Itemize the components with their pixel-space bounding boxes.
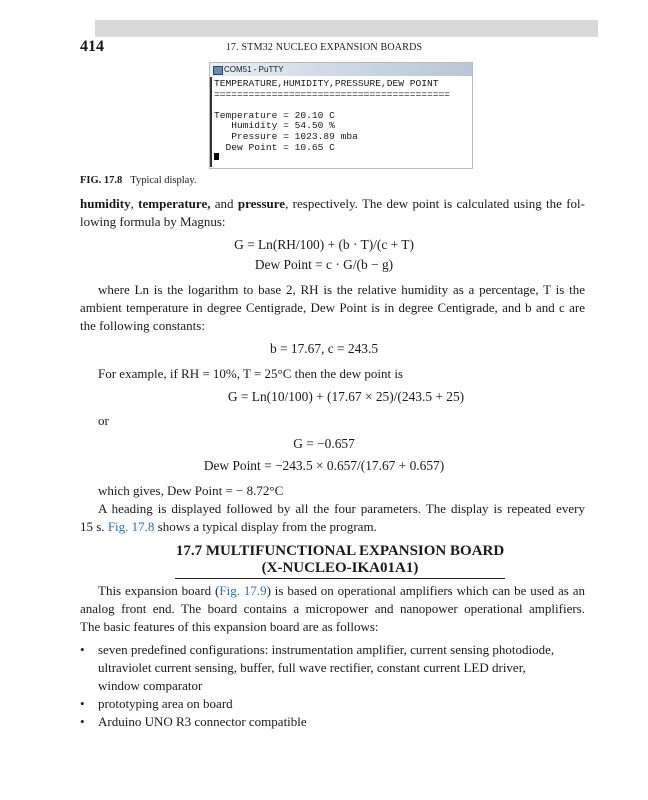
bold-term: pressure — [237, 196, 286, 211]
equation: b = 17.67, c = 243.5 — [269, 341, 379, 356]
text: 15 s. — [80, 519, 108, 534]
paragraph-line — [80, 195, 585, 213]
page-number: 414 — [80, 38, 104, 55]
bullet-icon: • — [80, 696, 85, 711]
putty-icon — [213, 66, 223, 75]
terminal-line: Humidity = 54.50 % — [214, 120, 335, 132]
bullet-text: window comparator — [98, 678, 203, 693]
terminal-line: Pressure = 1023.89 mba — [214, 130, 358, 142]
caption-text: Typical display. — [130, 175, 197, 186]
paragraph-line — [80, 518, 585, 536]
figure-link[interactable]: Fig. 17.8 — [107, 519, 155, 534]
paragraph-line: The basic features of this expansion board are as follows: — [80, 619, 379, 634]
paragraph-line: ambient temperature in degree Centigrade, Dew Point is in degree Centigrade, and b and c are — [80, 300, 585, 315]
paragraph-line: the following constants: — [80, 318, 205, 333]
equation: Dew Point = −243.5 × 0.657/(17.67 + 0.657) — [203, 458, 445, 473]
terminal-line: Temperature = 20.10 C — [214, 109, 335, 121]
text: , respectively. The dew point is calculated using the fol- — [285, 196, 585, 211]
paragraph-line: analog front end. The board contains a micropower and nanopower operational amplifiers. — [80, 601, 585, 616]
terminal-line: Dew Point = 10.65 C — [214, 141, 335, 153]
bold-term: humidity — [80, 196, 131, 211]
window-titlebar — [210, 63, 472, 76]
equation: G = Ln(10/100) + (17.67 × 25)/(243.5 + 25) — [227, 389, 465, 404]
section-heading: 17.7 MULTIFUNCTIONAL EXPANSION BOARD — [175, 543, 505, 559]
bullet-text: prototyping area on board — [98, 696, 233, 711]
figure-caption — [80, 175, 197, 186]
equation: Dew Point = c · G/(b − g) — [254, 257, 394, 272]
terminal-line: TEMPERATURE,HUMIDITY,PRESSURE,DEW POINT — [214, 78, 439, 89]
terminal-line: ========================================= — [214, 88, 451, 100]
text: ) is based on operational amplifiers which can be used as an — [266, 583, 585, 598]
equation: G = −0.657 — [293, 436, 355, 451]
paragraph-line: which gives, Dew Point = − 8.72°C — [98, 483, 284, 498]
figure-link[interactable]: Fig. 17.9 — [219, 583, 267, 598]
bullet-text: seven predefined configurations: instrumentation amplifier, current sensing photodiode, — [98, 642, 555, 657]
equation: G = Ln(RH/100) + (b · T)/(c + T) — [234, 237, 414, 252]
text: This expansion board ( — [98, 583, 220, 598]
heading-rule — [175, 578, 505, 579]
paragraph-line: lowing formula by Magnus: — [80, 214, 226, 229]
bullet-icon: • — [80, 642, 85, 657]
paragraph-line: where Ln is the logarithm to base 2, RH is the relative humidity as a percentage, T is the — [98, 282, 585, 297]
window-title: COM51 - PuTTY — [224, 65, 284, 74]
paragraph-line: A heading is displayed followed by all the four parameters. The display is repeated every — [98, 501, 585, 516]
bullet-icon: • — [80, 714, 85, 729]
bold-term: temperature, — [138, 196, 211, 211]
paragraph-line — [80, 582, 585, 600]
putty-screenshot — [209, 62, 473, 169]
caption-label: FIG. 17.8 — [80, 175, 123, 186]
terminal-cursor — [214, 153, 219, 160]
paragraph-line: or — [98, 413, 109, 428]
text: , — [130, 196, 139, 211]
text: shows a typical display from the program. — [154, 519, 377, 534]
bullet-text: Arduino UNO R3 connector compatible — [98, 714, 307, 729]
section-heading-sub: (X-NUCLEO-IKA01A1) — [261, 560, 419, 576]
paragraph-line: For example, if RH = 10%, T = 25°C then the dew point is — [98, 366, 403, 381]
top-band — [95, 20, 598, 37]
text: and — [210, 196, 238, 211]
bullet-text: ultraviolet current sensing, buffer, full wave rectifier, constant current LED driver, — [98, 660, 526, 675]
terminal-output — [210, 77, 472, 167]
running-head: 17. STM32 NUCLEO EXPANSION BOARDS — [225, 42, 423, 53]
